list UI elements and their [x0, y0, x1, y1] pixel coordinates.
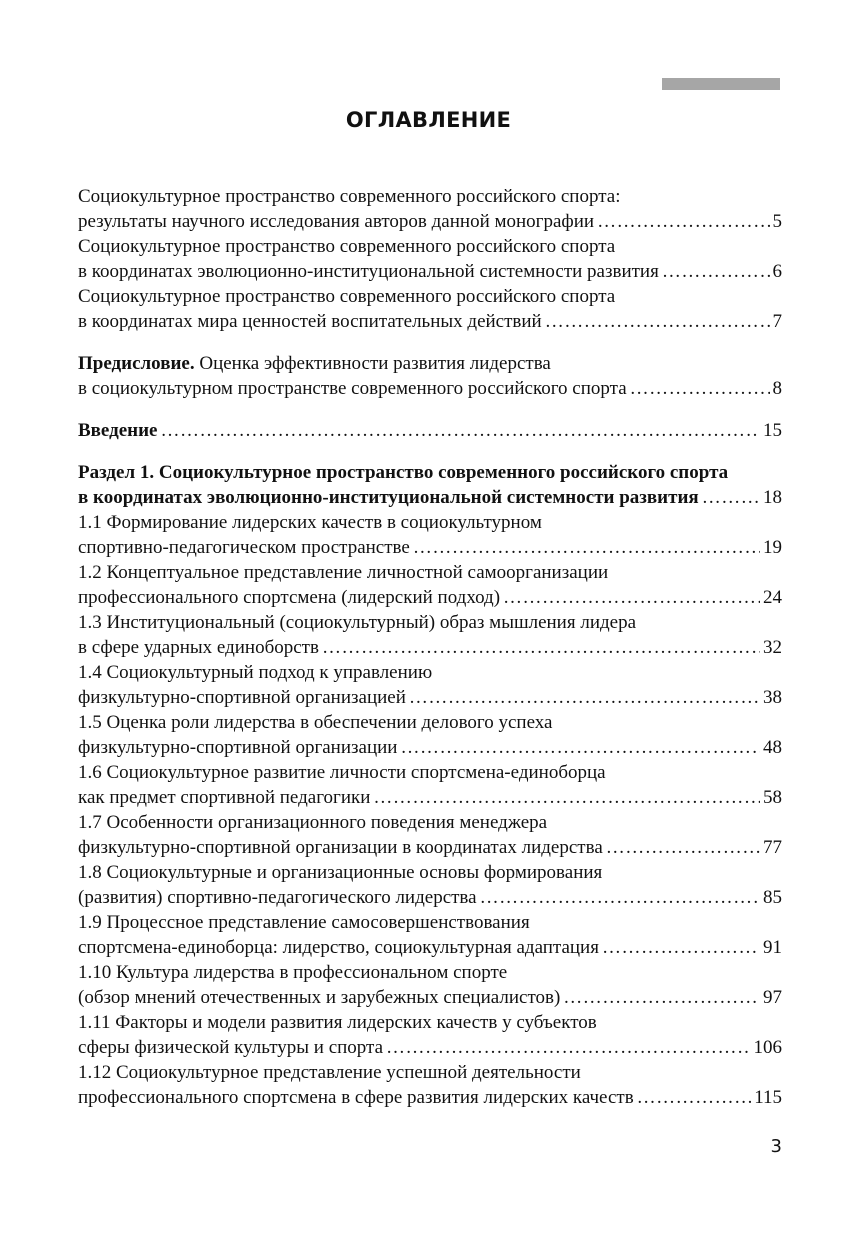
toc-entry-title-line: Оценка эффективности развития лидерства — [194, 353, 551, 374]
toc-entry-intro-results[interactable] — [78, 184, 782, 234]
dot-leader — [563, 985, 760, 1010]
toc-entry-title-line: 1.6 Социокультурное развитие личности спортсмена-единоборца — [78, 762, 606, 783]
toc-page-number: 77 — [763, 837, 782, 858]
toc-entry-1-7[interactable] — [78, 810, 782, 860]
toc-entry-intro-evolution[interactable] — [78, 234, 782, 284]
toc-entry-intro-values[interactable] — [78, 284, 782, 334]
toc-entry-1-6[interactable] — [78, 760, 782, 810]
dot-leader — [503, 585, 760, 610]
toc-entry-title-line: 1.9 Процессное представление самосовершенствования — [78, 912, 530, 933]
dot-leader — [373, 785, 760, 810]
toc-page-number: 24 — [763, 587, 782, 608]
dot-leader — [545, 309, 770, 334]
toc-entry-title-line: в координатах эволюционно-институциональной системности развития — [78, 261, 659, 282]
dot-leader — [662, 259, 770, 284]
toc-page-number: 7 — [772, 311, 782, 332]
toc-entry-title-line: 1.11 Факторы и модели развития лидерских качеств у субъектов — [78, 1012, 597, 1033]
toc-page-number: 115 — [754, 1087, 782, 1108]
toc-entry-title-line: 1.1 Формирование лидерских качеств в социокультурном — [78, 512, 542, 533]
dot-leader — [606, 835, 760, 860]
toc-page-number: 6 — [772, 261, 782, 282]
toc-page-number: 91 — [763, 937, 782, 958]
toc-page-number: 19 — [763, 537, 782, 558]
toc-entry-1-2[interactable] — [78, 560, 782, 610]
toc-entry-title-line: результаты научного исследования авторов данной монографии — [78, 211, 595, 232]
toc-entry-title-line: физкультурно-спортивной организации в координатах лидерства — [78, 837, 603, 858]
toc-entry-title-line: 1.8 Социокультурные и организационные основы формирования — [78, 862, 603, 883]
toc-entry-title-line: в координатах эволюционно-институциональной системности развития — [78, 487, 699, 508]
dot-leader — [597, 209, 769, 234]
toc-page-number: 5 — [772, 211, 782, 232]
toc-entry-title-line: спортивно-педагогическом пространстве — [78, 537, 410, 558]
dot-leader — [322, 635, 760, 660]
toc-entry-title-line: спортсмена-единоборца: лидерство, социокультурная адаптация — [78, 937, 599, 958]
toc-entry-1-8[interactable] — [78, 860, 782, 910]
dot-leader — [413, 535, 760, 560]
toc-entry-1-11[interactable] — [78, 1010, 782, 1060]
toc-entry-title-line: Социокультурное пространство современного российского спорта: — [78, 186, 621, 207]
toc-entry-title-line: в сфере ударных единоборств — [78, 637, 319, 658]
dot-leader — [400, 735, 760, 760]
toc-entry-1-12[interactable] — [78, 1060, 782, 1110]
toc-entry-title-line: сферы физической культуры и спорта — [78, 1037, 384, 1058]
toc-page-number: 18 — [763, 487, 782, 508]
toc-entry-title-line: профессионального спортсмена в сфере развития лидерских качеств — [78, 1087, 634, 1108]
toc-entry-1-10[interactable] — [78, 960, 782, 1010]
page-title: ОГЛАВЛЕНИЕ — [345, 108, 512, 132]
dot-leader — [161, 418, 761, 443]
dot-leader — [386, 1035, 750, 1060]
toc-page-number: 48 — [763, 737, 782, 758]
toc-entry-section-1[interactable] — [78, 460, 782, 510]
toc-entry-title-line: Раздел 1. Социокультурное пространство современного российского спорта — [78, 462, 729, 483]
toc-entry-title-line: (обзор мнений отечественных и зарубежных специалистов) — [78, 987, 561, 1008]
toc-entry-title-line: профессионального спортсмена (лидерский подход) — [78, 587, 501, 608]
toc-entry-title-line: 1.10 Культура лидерства в профессиональном спорте — [78, 962, 508, 983]
header-decorative-bar — [662, 78, 780, 90]
toc-page-number: 106 — [753, 1037, 782, 1058]
toc-entry-title-line: 1.4 Социокультурный подход к управлению — [78, 662, 433, 683]
toc-entry-title-line: в координатах мира ценностей воспитательных действий — [78, 311, 542, 332]
toc-entry-preface[interactable] — [78, 351, 782, 401]
toc-entry-title-line: 1.7 Особенности организационного поведения менеджера — [78, 812, 548, 833]
preface-lead: Предисловие. — [78, 353, 195, 374]
dot-leader — [602, 935, 760, 960]
toc-entry-title-line: как предмет спортивной педагогики — [78, 787, 371, 808]
toc-entry-1-4[interactable] — [78, 660, 782, 710]
dot-leader — [409, 685, 760, 710]
toc-entry-introduction[interactable] — [78, 418, 782, 443]
toc-entry-1-3[interactable] — [78, 610, 782, 660]
table-of-contents — [78, 184, 782, 1110]
toc-entry-title-line: 1.12 Социокультурное представление успешной деятельности — [78, 1062, 581, 1083]
toc-page-number: 97 — [763, 987, 782, 1008]
dot-leader — [637, 1085, 752, 1110]
dot-leader — [630, 376, 770, 401]
toc-entry-title-line: Введение — [78, 420, 158, 441]
toc-entry-title-line: 1.3 Институциональный (социокультурный) образ мышления лидера — [78, 612, 637, 633]
toc-page-number: 15 — [763, 420, 782, 441]
toc-page-number: 85 — [763, 887, 782, 908]
toc-entry-title-line: 1.5 Оценка роли лидерства в обеспечении делового успеха — [78, 712, 553, 733]
toc-page-number: 8 — [772, 378, 782, 399]
toc-page-number: 32 — [763, 637, 782, 658]
dot-leader — [702, 485, 760, 510]
toc-entry-1-9[interactable] — [78, 910, 782, 960]
toc-entry-title-line: Социокультурное пространство современного российского спорта — [78, 286, 616, 307]
toc-page-number: 58 — [763, 787, 782, 808]
toc-entry-title-line: Социокультурное пространство современного российского спорта — [78, 236, 616, 257]
toc-entry-title-line: 1.2 Концептуальное представление личностной самоорганизации — [78, 562, 609, 583]
page-number: 3 — [770, 1136, 782, 1157]
toc-entry-title-line: физкультурно-спортивной организации — [78, 737, 398, 758]
toc-entry-title-line: (развития) спортивно-педагогического лидерства — [78, 887, 477, 908]
dot-leader — [480, 885, 760, 910]
toc-entry-1-5[interactable] — [78, 710, 782, 760]
toc-page-number: 38 — [763, 687, 782, 708]
toc-entry-title-line: физкультурно-спортивной организацией — [78, 687, 406, 708]
toc-entry-title-line: в социокультурном пространстве современного российского спорта — [78, 378, 627, 399]
toc-entry-1-1[interactable] — [78, 510, 782, 560]
